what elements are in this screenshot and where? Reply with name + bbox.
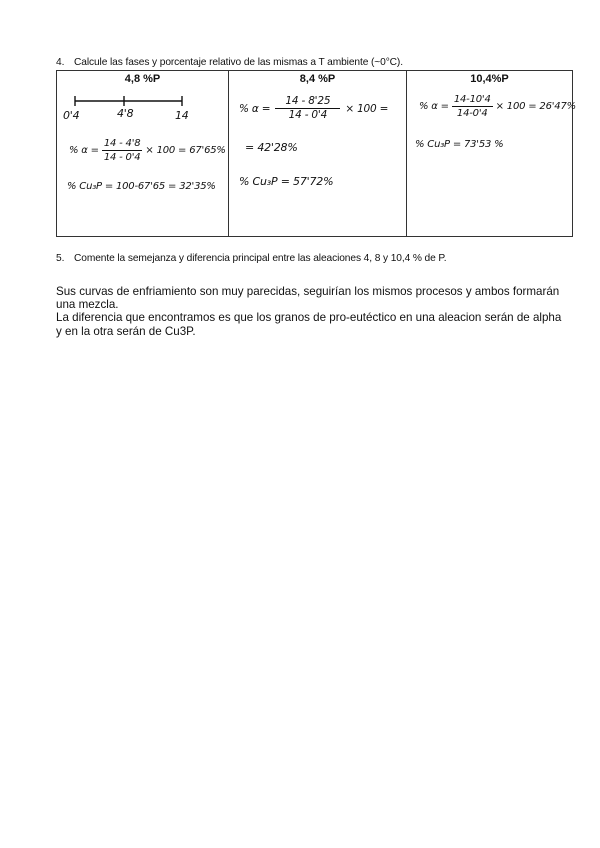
fraction-numerator: 14 - 8'25 bbox=[275, 95, 340, 109]
fraction-denominator: 14-0'4 bbox=[456, 108, 488, 119]
cu3p-result-8-4: % Cu₃P = 57'72% bbox=[239, 175, 334, 188]
scale-label-mid: 4'8 bbox=[117, 107, 134, 120]
lever-scale-diagram bbox=[57, 91, 229, 131]
alpha-prefix: % α = bbox=[419, 101, 449, 112]
alpha-value-8-4: = 42'28% bbox=[245, 141, 298, 154]
answer-paragraph-2: La diferencia que encontramos es que los granos de pro-eutéctico en una aleacion serán de alpha y en la otra serán de Cu3P. bbox=[56, 311, 562, 338]
alpha-formula-10-4 bbox=[419, 93, 576, 120]
answer-block bbox=[56, 285, 566, 338]
scale-label-min: 0'4 bbox=[63, 109, 80, 122]
fraction bbox=[275, 95, 340, 122]
header-10-4: 10,4%P bbox=[407, 71, 573, 88]
answer-paragraph-1: Sus curvas de enfriamiento son muy parecidas, seguirían los mismos procesos y ambos formarán una mezcla. bbox=[56, 285, 560, 312]
question-5-number: 5. bbox=[56, 253, 65, 264]
cell-4-8 bbox=[57, 87, 229, 237]
fraction-denominator: 14 - 0'4 bbox=[103, 152, 141, 163]
alpha-result: × 100 = 26'47% bbox=[495, 101, 576, 112]
alpha-formula-4-8 bbox=[69, 137, 226, 164]
fraction bbox=[452, 93, 493, 120]
alpha-prefix: % α = bbox=[239, 102, 271, 115]
cell-8-4 bbox=[229, 87, 407, 237]
alpha-result: × 100 = 67'65% bbox=[145, 145, 226, 156]
fraction-denominator: 14 - 0'4 bbox=[288, 109, 328, 121]
alpha-prefix: % α = bbox=[69, 145, 99, 156]
fraction bbox=[102, 137, 143, 164]
cell-10-4 bbox=[407, 87, 576, 237]
cu3p-result-10-4: % Cu₃P = 73'53 % bbox=[415, 139, 504, 150]
question-4 bbox=[56, 57, 403, 68]
question-4-text: Calcule las fases y porcentaje relativo de las mismas a T ambiente (~0°C). bbox=[74, 57, 403, 68]
alpha-formula-8-4 bbox=[239, 95, 388, 122]
header-8-4: 8,4 %P bbox=[229, 71, 407, 88]
scale-label-max: 14 bbox=[175, 109, 189, 122]
cu3p-result-4-8: % Cu₃P = 100-67'65 = 32'35% bbox=[67, 181, 216, 192]
question-4-number: 4. bbox=[56, 57, 65, 68]
alpha-result: × 100 = bbox=[345, 102, 389, 115]
phases-table bbox=[56, 70, 576, 237]
fraction-numerator: 14-10'4 bbox=[453, 94, 491, 105]
question-5 bbox=[56, 253, 447, 264]
header-4-8: 4,8 %P bbox=[57, 71, 229, 88]
fraction-numerator: 14 - 4'8 bbox=[103, 138, 141, 149]
question-5-text: Comente la semejanza y diferencia principal entre las aleaciones 4, 8 y 10,4 % de P. bbox=[74, 253, 447, 264]
